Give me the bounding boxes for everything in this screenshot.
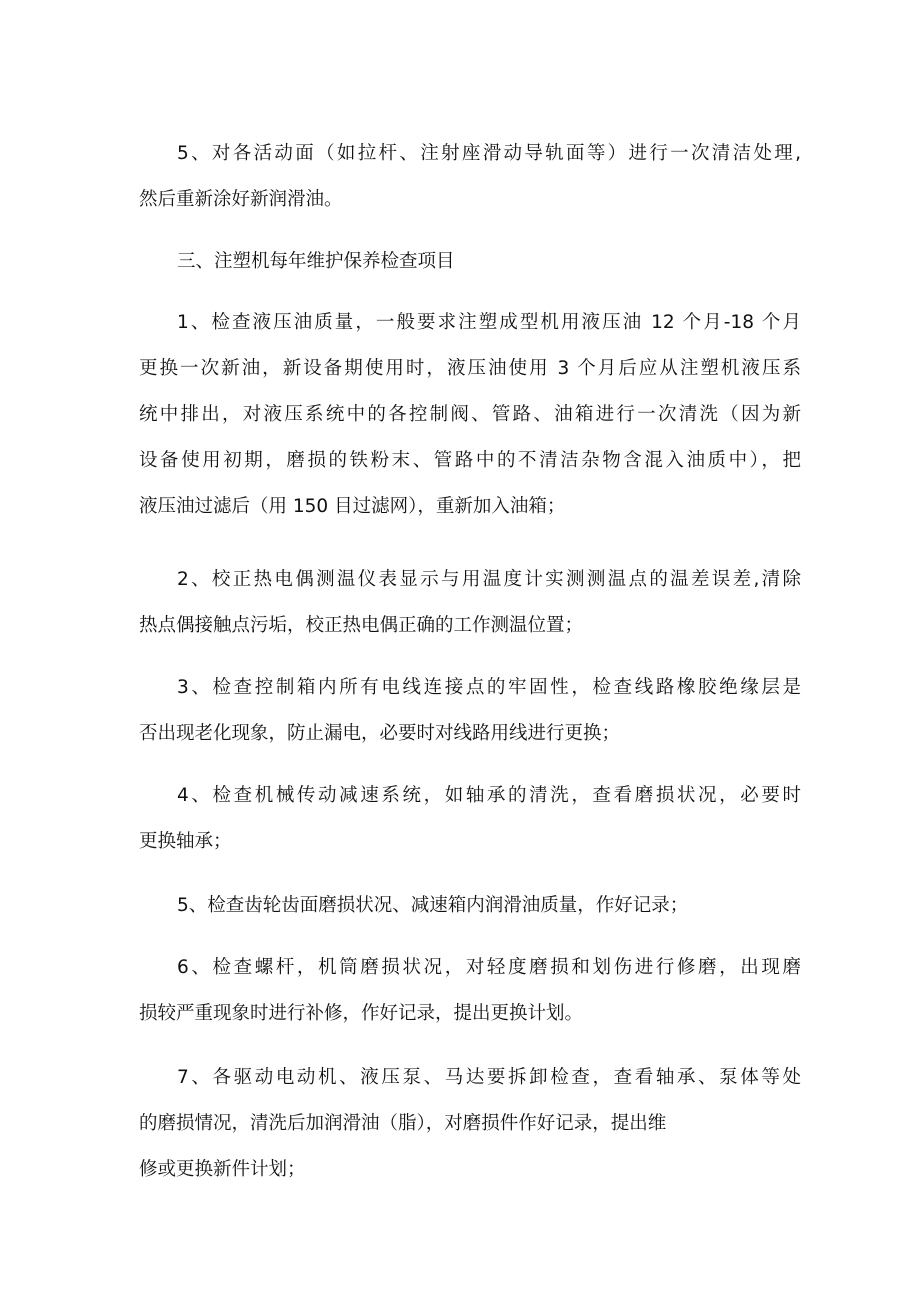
paragraph-line: 热点偶接触点污垢，校正热电偶正确的工作测温位置； — [139, 615, 584, 636]
paragraph-line: 5、对各活动面（如拉杆、注射座滑动导轨面等）进行一次清洁处理, — [177, 143, 801, 164]
paragraph-line: 更换轴承； — [139, 831, 232, 852]
paragraph-item-7-motors-pumps — [139, 1058, 801, 1189]
paragraph-line: 否出现老化现象，防止漏电，必要时对线路用线进行更换； — [139, 723, 621, 744]
paragraph-item-3-control-box — [139, 668, 801, 753]
paragraph-line: 的磨损情况，清洗后加润滑油（脂），对磨损件作好记录，提出维 — [139, 1113, 667, 1134]
paragraph-line: 4、检查机械传动减速系统，如轴承的清洗，查看磨损状况，必要时 — [177, 785, 801, 806]
paragraph-item-2-thermocouple — [139, 560, 801, 645]
paragraph-line: 7、各驱动电动机、液压泵、马达要拆卸检查，查看轴承、泵体等处 — [177, 1067, 801, 1088]
paragraph-item-5-cleaning — [139, 134, 801, 219]
paragraph-item-4-transmission — [139, 776, 801, 861]
paragraph-line: 6、检查螺杆，机筒磨损状况，对轻度磨损和划伤进行修磨，出现磨 — [177, 957, 801, 978]
paragraph-item-1-hydraulic-oil — [139, 303, 801, 526]
paragraph-item-5-gears — [139, 886, 801, 925]
paragraph-line: 2、校正热电偶测温仪表显示与用温度计实测测温点的温差误差,清除 — [177, 569, 801, 590]
paragraph-line: 然后重新涂好新润滑油。 — [139, 189, 343, 210]
paragraph-line: 修或更换新件计划； — [139, 1159, 306, 1180]
paragraph-line: 三、注塑机每年维护保养检查项目 — [177, 251, 455, 272]
paragraph-line: 更换一次新油，新设备期使用时，液压油使用 3 个月后应从注塑机液压系 — [139, 358, 801, 379]
paragraph-line: 设备使用初期，磨损的铁粉末、管路中的不清洁杂物含混入油质中），把 — [139, 450, 801, 471]
paragraph-line: 液压油过滤后（用 150 目过滤网），重新加入油箱； — [139, 496, 566, 517]
paragraph-line: 3、检查控制箱内所有电线连接点的牢固性，检查线路橡胶绝缘层是 — [177, 677, 801, 698]
paragraph-line: 损较严重现象时进行补修，作好记录，提出更换计划。 — [139, 1003, 584, 1024]
paragraph-line: 统中排出，对液压系统中的各控制阀、管路、油箱进行一次清洗（因为新 — [139, 404, 801, 425]
paragraph-item-6-screw-barrel — [139, 948, 801, 1033]
paragraph-line: 5、检查齿轮齿面磨损状况、减速箱内润滑油质量，作好记录； — [177, 895, 689, 916]
paragraph-line: 1、检查液压油质量，一般要求注塑成型机用液压油 12 个月-18 个月 — [177, 312, 801, 333]
section-heading-annual-maintenance — [139, 242, 801, 281]
